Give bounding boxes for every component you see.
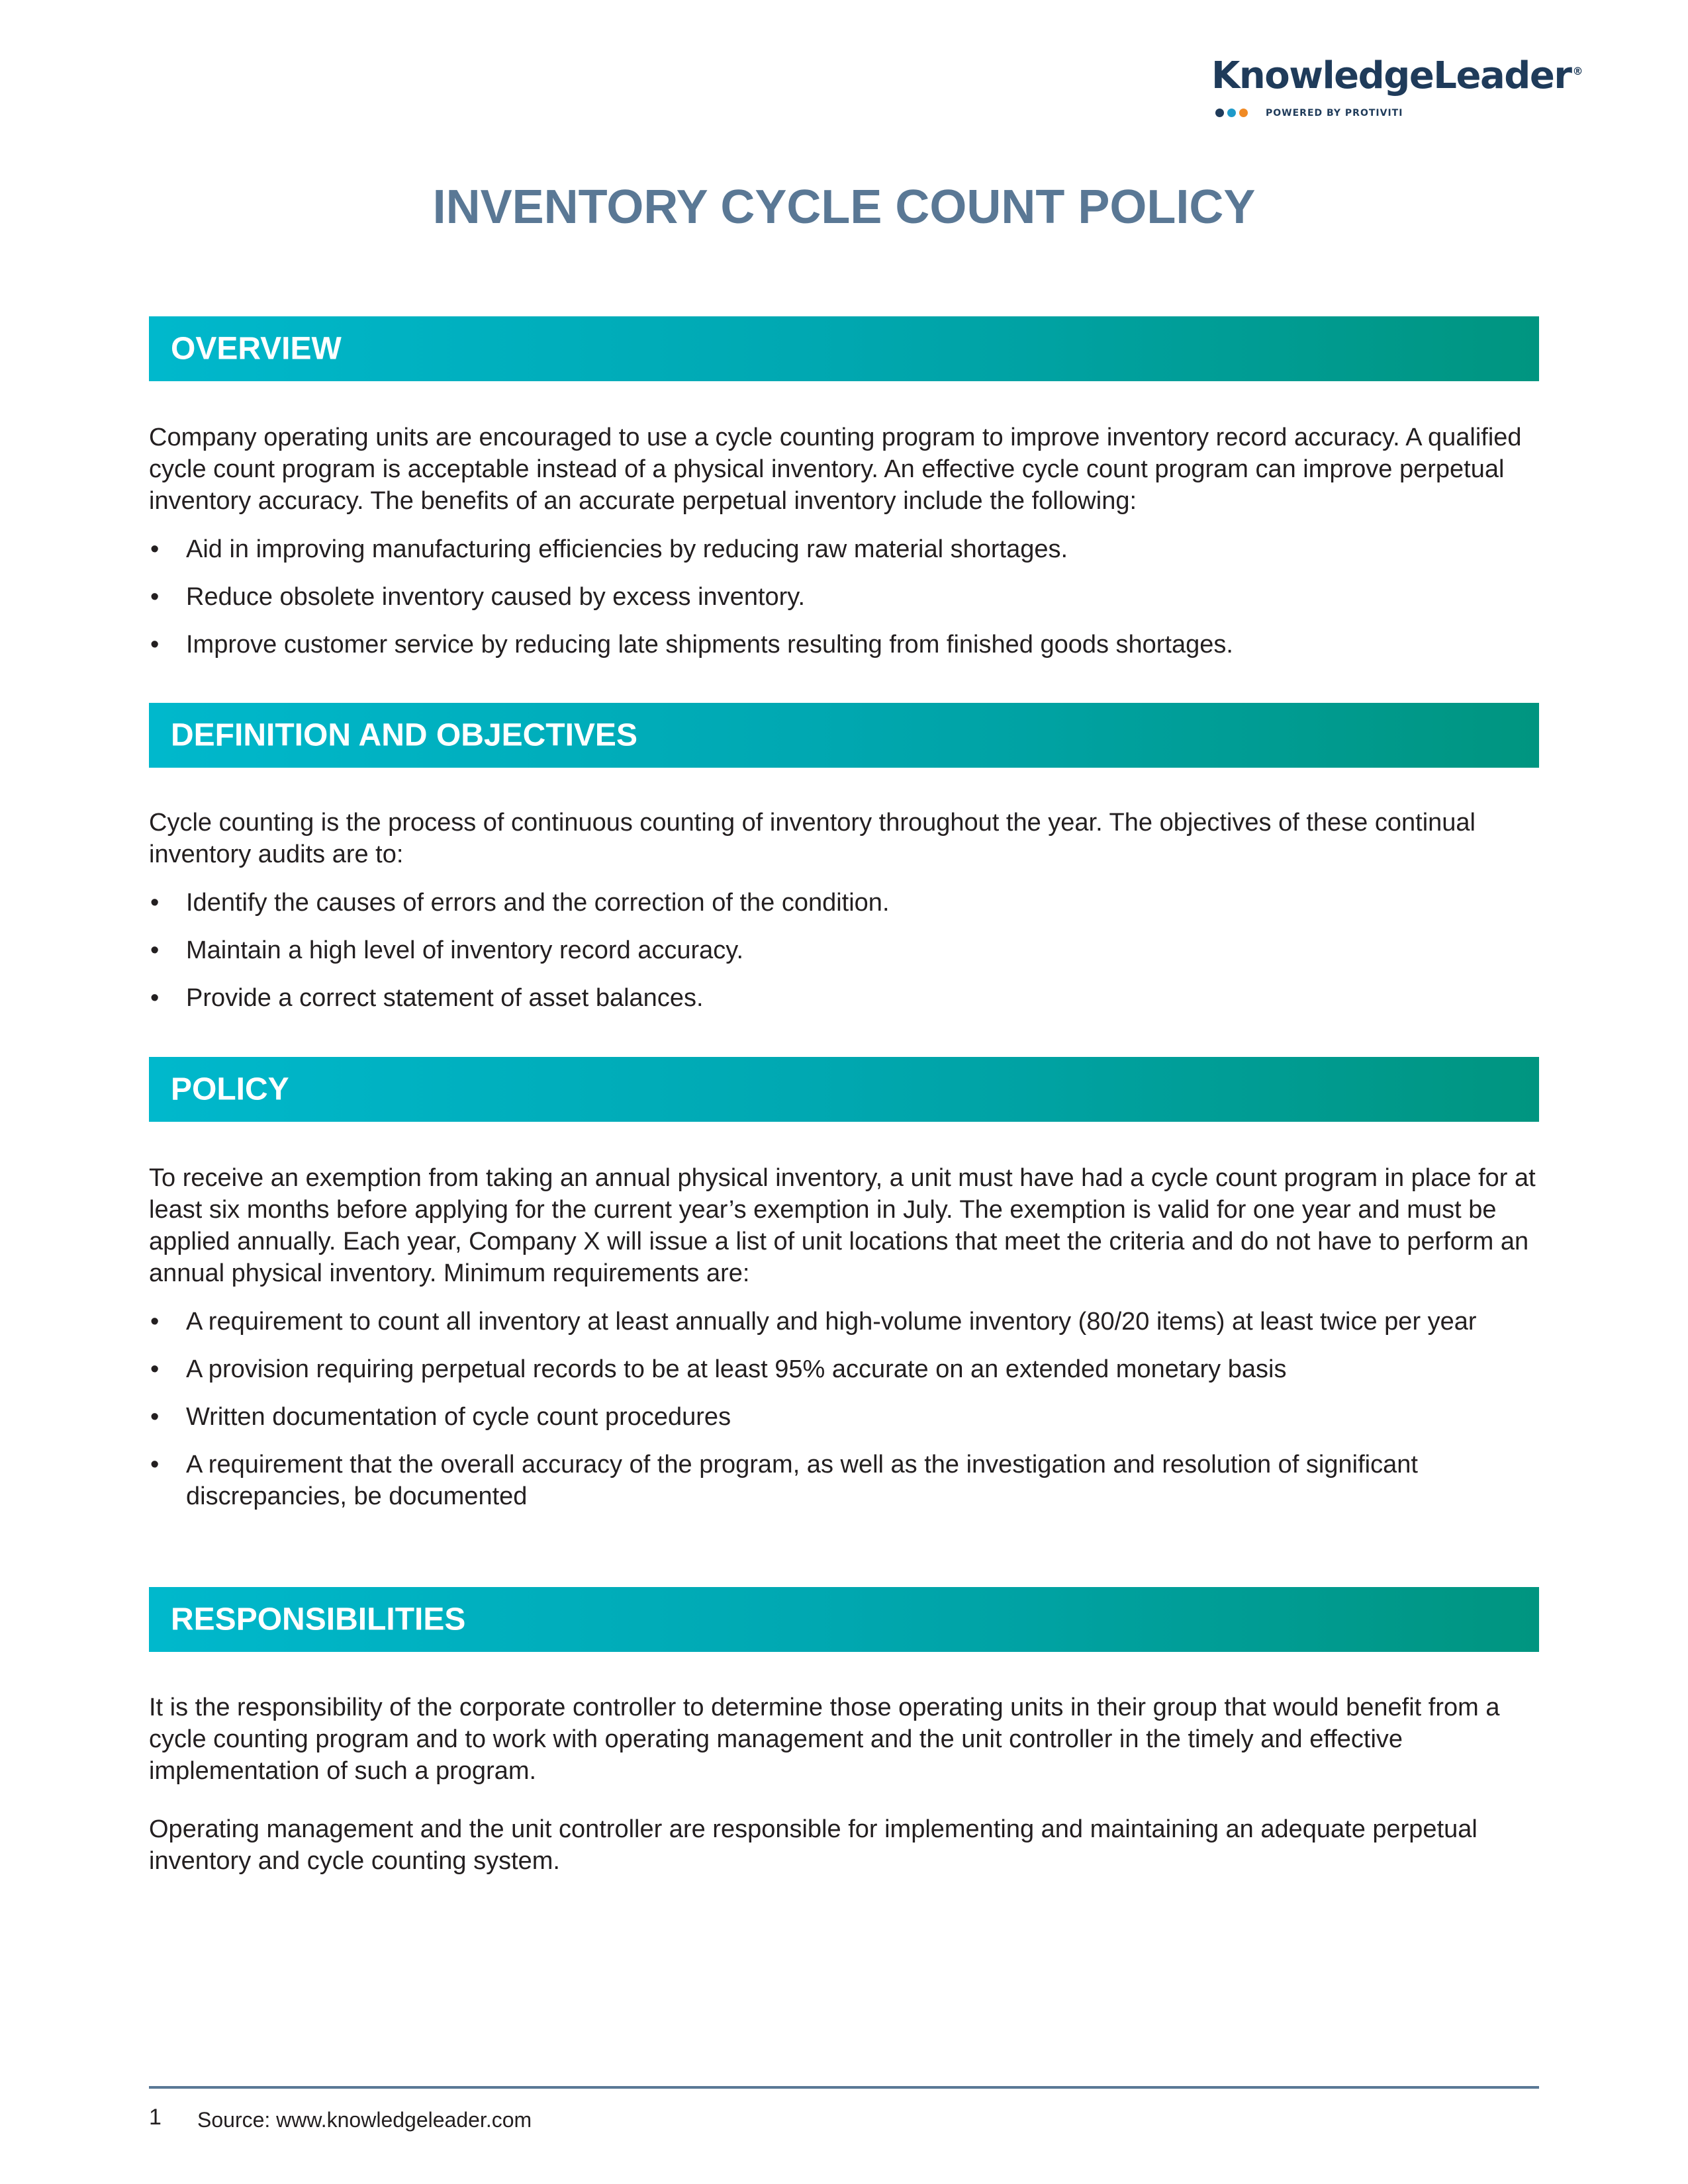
list-item: • Reduce obsolete inventory caused by excess inventory. [149, 581, 1546, 613]
list-item: • Written documentation of cycle count procedures [149, 1401, 1546, 1433]
bullet-icon: • [150, 936, 160, 964]
responsibilities-paragraph-2: Operating management and the unit controller are responsible for implementing and maintaining an adequate perpetual inventory and cycle counting system. [149, 1815, 1477, 1875]
list-item: • Provide a correct statement of asset balances. [149, 982, 1546, 1014]
section-body-policy [149, 1162, 1546, 1512]
section-heading-policy: POLICY [171, 1071, 289, 1107]
knowledgeleader-logo [1211, 54, 1583, 127]
section-header-policy [149, 1057, 1539, 1122]
definition-paragraph: Cycle counting is the process of continuous counting of inventory throughout the year. The objectives of these continual inventory audits are to: [149, 809, 1476, 868]
bullet-icon: • [150, 583, 160, 611]
list-item: • Identify the causes of errors and the correction of the condition. [149, 887, 1546, 919]
list-item: • A provision requiring perpetual records to be at least 95% accurate on an extended monetary basis [149, 1353, 1546, 1385]
policy-paragraph: To receive an exemption from taking an annual physical inventory, a unit must have had a cycle count program in place for at least six months before applying for the current year’s exemption in July. The exemption is valid for one year and must be applied annually. Each year, Company X will issue a list of unit locations that meet the criteria and do not have to perform an annual physical inventory. Minimum requirements are: [149, 1164, 1536, 1287]
section-body-definition [149, 807, 1546, 1014]
section-body-responsibilities [149, 1692, 1546, 1877]
section-heading-overview: OVERVIEW [171, 331, 342, 367]
section-heading-responsibilities: RESPONSIBILITIES [171, 1602, 466, 1637]
responsibilities-paragraph-1: It is the responsibility of the corporate controller to determine those operating units in their group that would benefit from a cycle counting program and to work with operating management and the unit controller in the timely and effective implementation of such a program. [149, 1694, 1500, 1785]
section-header-overview [149, 316, 1539, 381]
page-number: 1 [149, 2105, 162, 2130]
list-item: • A requirement that the overall accuracy of the program, as well as the investigation and resolution of significant discrepancies, be documented [149, 1449, 1546, 1512]
bullet-icon: • [150, 984, 160, 1012]
footer-divider [149, 2086, 1539, 2089]
bullet-icon: • [150, 1355, 160, 1383]
overview-bullet-list [149, 533, 1546, 660]
list-item: • A requirement to count all inventory at least annually and high-volume inventory (80/20 items) at least twice per year [149, 1306, 1546, 1338]
bullet-icon: • [150, 631, 160, 659]
logo-dot-1 [1215, 109, 1224, 117]
list-item: • Improve customer service by reducing late shipments resulting from finished goods shortages. [149, 629, 1546, 660]
list-item: • Aid in improving manufacturing efficiencies by reducing raw material shortages. [149, 533, 1546, 565]
bullet-icon: • [150, 1308, 160, 1336]
section-body-overview [149, 422, 1546, 660]
logo-dot-3 [1239, 109, 1248, 117]
bullet-icon: • [150, 1451, 160, 1479]
bullet-icon: • [150, 535, 160, 563]
overview-paragraph: Company operating units are encouraged to use a cycle counting program to improve inventory record accuracy. A qualified cycle count program is acceptable instead of a physical inventory. An effective cycle count program can improve perpetual inventory accuracy. The benefits of an accurate perpetual inventory include the following: [149, 424, 1522, 515]
definition-bullet-list [149, 887, 1546, 1014]
trademark-symbol: ® [1572, 65, 1583, 78]
footer-source: Source: www.knowledgeleader.com [197, 2108, 532, 2132]
section-header-responsibilities [149, 1587, 1539, 1652]
logo-tagline: POWERED BY PROTIVITI [1266, 108, 1403, 118]
bullet-icon: • [150, 1403, 160, 1431]
logo-dots-icon [1215, 109, 1251, 119]
page-title: INVENTORY CYCLE COUNT POLICY [432, 181, 1256, 234]
section-heading-definition: DEFINITION AND OBJECTIVES [171, 717, 637, 753]
logo-wordmark: KnowledgeLeader ® [1211, 54, 1583, 97]
list-item: • Maintain a high level of inventory record accuracy. [149, 934, 1546, 966]
bullet-icon: • [150, 889, 160, 917]
policy-bullet-list [149, 1306, 1546, 1512]
section-header-definition [149, 703, 1539, 768]
logo-dot-2 [1227, 109, 1236, 117]
